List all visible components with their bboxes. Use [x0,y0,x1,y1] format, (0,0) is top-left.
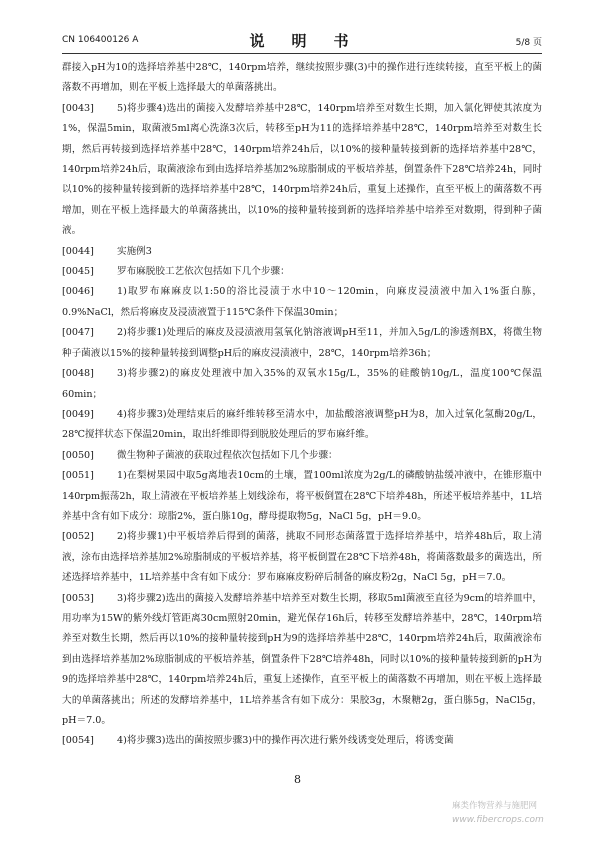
paragraph-number: [0048] [62,368,94,380]
paragraph-number: [0045] [62,266,94,278]
paragraph-number: [0054] [62,735,94,747]
paragraph-text: 2)将步骤1)中平板培养后得到的菌落，挑取不同形态菌落置于选择培养基中，培养48h后，取上清液，涂布由选择培养基加2%琼脂制成的平板培养基，将平板倒置在28℃下培养48h，将菌落数最多的菌选出，所述选择培养基中，1L培养基中含有如下成分：罗布麻麻皮粉碎后制备的麻皮粉2g，NaCl 5g，pH＝7.0。 [62,531,542,584]
paragraph-text: 3)将步骤2)选出的菌接入发酵培养基中培养至对数生长期，移取5ml菌液至直径为9cm的培养皿中，用功率为15W的紫外线灯管距离30cm照射20min，避光保存16h后，转移至发酵培养基中，28℃，140rpm培养至对数生长期，然后再以10%的接种量转接到pH为9的选择培养基中28℃，140rpm培养24h后，取菌液涂布到由选择培养基加2%琼脂制成的平板培养基，倒置条件下28℃培养48h，同时以10%的接种量转接到新的pH为9的选择培养基中28℃，140rpm培养24h后，重复上述操作，直至平板上的菌落数不再增加，则在平板上选择最大的单菌落挑出；所述的发酵培养基中，1L培养基含有如下成分：果胶3g，木聚糖2g，蛋白胨5g，NaCl5g，pH＝7.0。 [62,592,542,726]
paragraph-text: 罗布麻脱胶工艺依次包括如下几个步骤： [117,266,290,278]
paragraph-text: 5)将步骤4)选出的菌接入发酵培养基中28℃，140rpm培养至对数生长期，加入氯化钾使其浓度为1%，保温5min，取菌液5ml离心洗涤3次后，转移至pH为11的选择培养基中28℃，140rpm培养至对数生长期，然后再转接到选择培养基中28℃，140rpm培养24h后，以10%的接种量转接到新的选择培养基中28℃，140rpm培养24h后，取菌液涂布到由选择培养基加2%琼脂制成的平板培养基，倒置条件下28℃培养24h，同时以10%的接种量转接到新的选择培养基中28℃，140rpm培养24h后，重复上述操作，直至平板上的菌落数不再增加，则在平板上选择最大的单菌落挑出，以10%的接种量转接到新的选择培养基中培养至对数期，得到种子菌液。 [62,102,542,237]
paragraph-number: [0049] [62,408,94,420]
paragraph-text: 3)将步骤2)的麻皮处理液中加入35%的双氧水15g/L，35%的硅酸钠10g/L，温度100℃保温60min； [62,368,542,400]
paragraph-number: [0043] [62,102,94,114]
paragraph-text: 实施例3 [117,245,152,257]
paragraph-number: [0044] [62,245,94,257]
paragraph-text: 2)将步骤1)处理后的麻皮及浸渍液用氢氧化钠溶液调pH至11，并加入5g/L的渗透剂BX，将微生物种子菌液以15%的接种量转接到调整pH后的麻皮浸渍液中，28℃，140rpm培养36h； [62,327,542,359]
paragraph [62,466,542,527]
paragraph-number: [0046] [62,286,94,298]
paragraph-text: 4)将步骤3)选出的菌按照步骤3)中的操作再次进行紫外线诱变处理后，将诱变菌 [117,735,454,747]
watermark-en: www.fibercrops.com [452,815,544,825]
header-rule [62,53,542,54]
watermark [452,799,544,827]
paragraph-text: 1)取罗布麻麻皮以1:50的浴比浸渍于水中10～120min，向麻皮浸渍液中加入1%蛋白胨，0.9%NaCl，然后将麻皮及浸渍液置于115℃条件下保温30min； [62,286,542,318]
page-header [62,30,542,50]
paragraph-number: [0051] [62,470,94,482]
paragraph-text: 微生物种子菌液的获取过程依次包括如下几个步骤： [117,449,338,461]
patent-number: CN 106400126 A [62,35,139,45]
paragraph [62,242,542,262]
paragraph [62,364,542,405]
paragraph-number: [0047] [62,327,94,339]
intro-paragraph: 群接入pH为10的选择培养基中28℃，140rpm培养，继续按照步骤(3)中的操作进行连续转接，直至平板上的菌落数不再增加，则在平板上选择最大的单菌落挑出。 [62,62,542,94]
document-body [62,58,542,752]
paragraph-text: 4)将步骤3)处理结束后的麻纤维转移至清水中，加盐酸溶液调整pH为8，加入过氧化氢酶20g/L，28℃搅拌状态下保温20min，取出纤维即得到脱胶处理后的罗布麻纤维。 [62,408,542,441]
paragraph [62,323,542,364]
page-indicator: 5/8 页 [515,38,542,48]
paragraph-text: 1)在梨树果园中取5g离地表10cm的土壤，置100ml浓度为2g/L的磷酸钠盐缓冲液中，在锥形瓶中140rpm振荡2h，取上清液在平板培养基上划线涂布，将平板倒置在28℃下培养48h，所述平板培养基中，1L培养基中含有如下成分：琼脂2%，蛋白胨10g，酵母提取物5g，NaCl 5g，pH＝9.0。 [62,470,542,522]
paragraph [62,262,542,282]
page-number: 8 [294,773,301,786]
document-title: 说 明 书 [249,32,355,50]
paragraph-number: [0052] [62,531,94,543]
paragraph-number: [0050] [62,449,94,461]
paragraph-number: [0053] [62,592,94,604]
paragraph [62,99,542,242]
paragraph [62,589,542,732]
paragraph [62,731,542,751]
paragraph [62,405,542,446]
paragraph [62,282,542,323]
watermark-cn: 麻类作物营养与施肥网 [452,801,538,811]
paragraph-list [62,99,542,752]
paragraph [62,446,542,466]
paragraph [62,527,542,588]
